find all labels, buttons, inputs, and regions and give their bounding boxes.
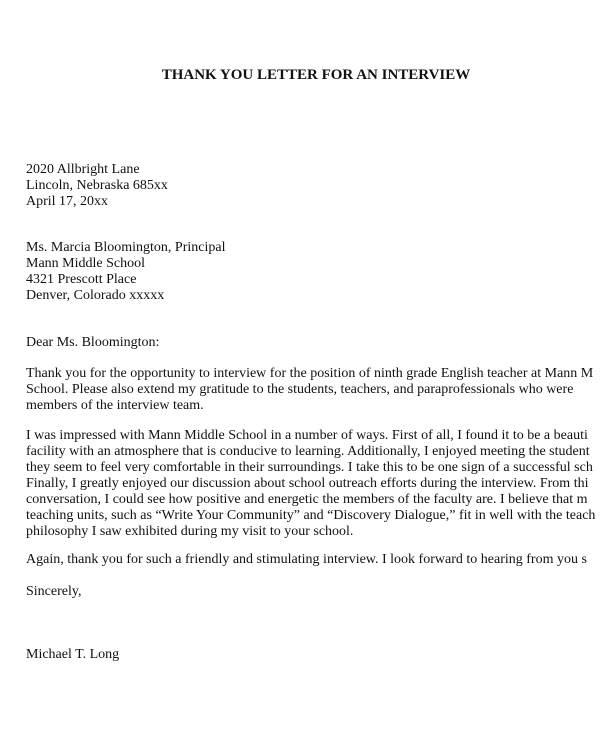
recipient-name: Ms. Marcia Bloomington, Principal <box>26 240 226 255</box>
recipient-city: Denver, Colorado xxxxx <box>26 288 165 303</box>
paragraph1-line: members of the interview team. <box>26 398 204 413</box>
paragraph2-line: teaching units, such as “Write Your Community” and “Discovery Dialogue,” fit in well with the teach <box>26 508 596 523</box>
letter-title: THANK YOU LETTER FOR AN INTERVIEW <box>161 67 471 83</box>
salutation: Dear Ms. Bloomington: <box>26 335 160 350</box>
signature-name: Michael T. Long <box>26 647 120 662</box>
paragraph2-line: facility with an atmosphere that is conducive to learning. Additionally, I enjoyed meeting the student <box>26 444 590 459</box>
paragraph2-line: they seem to feel very comfortable in their surroundings. I take this to be one sign of a successful sch <box>26 460 593 475</box>
letter-date: April 17, 20xx <box>26 194 109 209</box>
paragraph1-line: School. Please also extend my gratitude to the students, teachers, and paraprofessionals who were <box>26 382 574 397</box>
closing: Sincerely, <box>26 584 82 599</box>
recipient-street: 4321 Prescott Place <box>26 272 137 287</box>
paragraph2-line: I was impressed with Mann Middle School in a number of ways. First of all, I found it to be a beauti <box>26 428 588 443</box>
paragraph2-line: conversation, I could see how positive and energetic the members of the faculty are. I believe that m <box>26 492 588 507</box>
paragraph2-line: Finally, I greatly enjoyed our discussion about school outreach efforts during the interview. From thi <box>26 476 589 491</box>
paragraph3-line: Again, thank you for such a friendly and stimulating interview. I look forward to hearing from you s <box>26 552 587 567</box>
sender-street: 2020 Allbright Lane <box>26 162 140 177</box>
sender-city: Lincoln, Nebraska 685xx <box>26 178 168 193</box>
recipient-school: Mann Middle School <box>26 256 145 271</box>
paragraph1-line: Thank you for the opportunity to interview for the position of ninth grade English teacher at Mann M <box>26 366 594 381</box>
paragraph2-line: philosophy I saw exhibited during my visit to your school. <box>26 524 354 539</box>
